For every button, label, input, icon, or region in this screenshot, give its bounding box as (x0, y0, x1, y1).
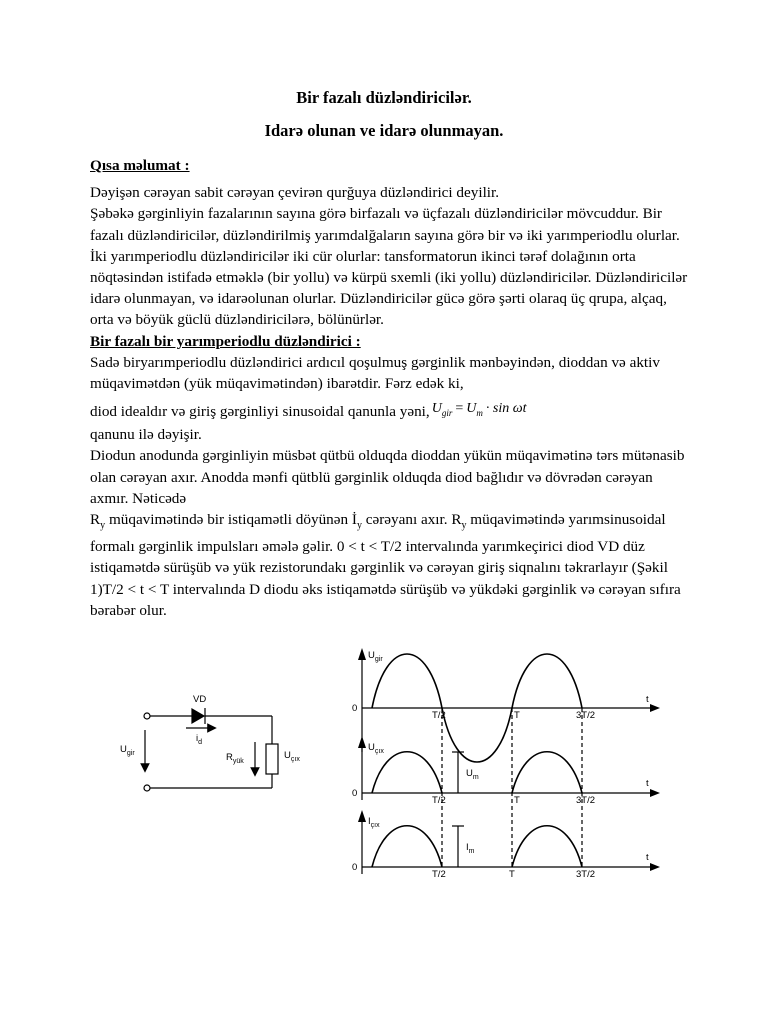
um-label-sub: m (472, 774, 479, 781)
current-label-text: i (196, 733, 199, 744)
plot1-ylabel (368, 650, 383, 663)
input-voltage-formula (432, 398, 527, 424)
terminal-top (144, 713, 150, 719)
output-label-text: U (284, 750, 291, 761)
axis-arrow-icon (358, 810, 366, 822)
half-wave-paragraph-4: Diodun anodunda gərginliyin müsbət qütbü olduqda dioddan yükün müqavimətinə tərs mütənasib olan cərəyan axır. Anodda mənfi qütblü gərginlik olduqda diod bağlıdır və dövrədən cərəyan axmır. Nəticədə (90, 447, 685, 507)
axis-arrow-icon (650, 789, 660, 797)
plot1-t-label: t (646, 694, 649, 705)
axis-arrow-icon (358, 736, 366, 748)
text-subscript: y (356, 520, 362, 532)
input-label-sub: gir (126, 750, 135, 757)
output-current-halfwave-2 (512, 826, 582, 867)
resistor-label (226, 752, 244, 765)
text-run: müqavimətində bir istiqamətli döyünən İ (105, 511, 357, 529)
im-label-sub: m (468, 848, 475, 855)
plot2-tick-full: T (514, 795, 520, 806)
text-subscript: y (100, 520, 106, 532)
resistor-icon (266, 744, 278, 774)
terminal-bottom (144, 785, 150, 791)
formula-line (90, 398, 690, 424)
formula-rhs: U (466, 401, 477, 417)
axis-arrow-icon (650, 704, 660, 712)
plot3-ylabel-sub: çıx (370, 822, 380, 829)
resistor-label-sub: yük (232, 758, 244, 765)
half-wave-paragraph-1: Sadə biryarımperiodlu düzləndirici ardıcıl qoşulmuş gərginlik mənbəyindən, dioddan və aktiv müqavimətdən (yük müqavimətindən) ibarətdir. Fərz edək ki, (90, 353, 660, 393)
plot1-ylabel-text: U (368, 650, 375, 661)
current-label (196, 733, 202, 746)
plot3-ylabel (368, 816, 380, 829)
waveform-plots (358, 648, 660, 874)
half-wave-paragraph-5 (90, 509, 690, 621)
input-voltage-label (120, 744, 135, 757)
circuit-diagram (144, 708, 278, 791)
plot1-tick-full: T (514, 710, 520, 721)
plot1-tick-three-half: 3T/2 (576, 710, 596, 721)
plot2-t-label: t (646, 778, 649, 789)
output-voltage-halfwave-1 (372, 752, 442, 793)
im-label-text: I (466, 842, 469, 853)
plot1-tick-half: T/2 (432, 710, 446, 721)
diode-icon (192, 709, 204, 723)
axis-arrow-icon (650, 863, 660, 871)
waveform-labels (352, 650, 649, 880)
diode-label: VD (193, 694, 207, 705)
output-current-halfwave-1 (372, 826, 442, 867)
plot2-zero: 0 (352, 788, 358, 799)
formula-equals: = (455, 401, 464, 417)
plot3-tick-full: T (509, 869, 515, 880)
formula-lhs-sub: gir (441, 408, 453, 419)
input-label-text: U (120, 744, 127, 755)
half-wave-paragraph-3: qanunu ilə dəyişir. (90, 426, 202, 444)
plot3-tick-three-half: 3T/2 (576, 869, 596, 880)
axis-arrow-icon (358, 648, 366, 660)
um-label (466, 768, 479, 781)
circuit-labels (120, 694, 300, 765)
plot3-ylabel-text: I (368, 816, 371, 827)
plot3-t-label: t (646, 852, 649, 863)
formula-rhs-sub: m (476, 408, 483, 419)
intro-paragraph-2: Şəbəkə gərginliyin fazalarının sayına görə birfazalı və üçfazalı düzləndiricilər mövcuddur. Bir fazalı düzləndiricilər, düzləndirilmiş yarımdalğaların sayına görə bir və iki yarımperiodlu olurlar. İki yarımperiodlu düzləndiricilər iki cür olurlar: tansformatorun ikinci tərəf dolağının orta nöqtəsindən istifadə etməklə (bir yollu) və kürpü sxemli (iki yollu) düzləndiricilər. Düzləndiricilər idarə olunmayan, və idarəolunan olurlar. Düzləndiricilər gücə görə şərti olaraq üç qrupa, alçaq, orta və böyük güclü düzləndiricilərə, bölünürlər. (90, 205, 688, 329)
current-label-sub: d (198, 739, 203, 746)
plot2-ylabel (368, 742, 384, 755)
plot1-ylabel-sub: gir (374, 656, 383, 663)
plot3-zero: 0 (352, 862, 358, 873)
text-subscript: y (461, 520, 467, 532)
document-title: Bir fazalı düzləndiricilər. (296, 88, 472, 107)
text-run: müqavimətində yarımsinusoidal formalı gərginlik impulsları əmələ gəlir. 0 < t < T/2 intervalında yarımkeçirici diod VD düz istiqamətdə sürüşüb və yük rezistorundakı gərginlik və cərəyan giriş siqnalını təkrarlayır (Şəkil 1)T/2 < t < T intervalında D diodu əks istiqamətdə sürüşüb və yükdəki gərginlik və cərəyan sıfıra bərabər olur. (90, 511, 681, 619)
formula-lhs: U (431, 401, 442, 417)
document-subtitle: Idarə olunan ve idarə olunmayan. (264, 121, 504, 140)
resistor-label-text: R (226, 752, 233, 763)
text-run: cərəyanı axır. R (361, 511, 462, 529)
intro-heading: Qısa məlumat : (90, 157, 190, 174)
im-label (466, 842, 475, 855)
document-body (90, 155, 690, 621)
formula-sine: · sin ωt (485, 401, 527, 417)
plot2-tick-three-half: 3T/2 (576, 795, 596, 806)
plot2-ylabel-sub: çıx (374, 748, 384, 755)
text-run: R (90, 511, 101, 529)
output-label-sub: çıx (290, 756, 300, 763)
half-wave-paragraph-2: diod idealdır və giriş gərginliyi sinusoidal qanunla yəni, (90, 402, 430, 420)
plot2-ylabel-text: U (368, 742, 375, 753)
plot2-tick-half: T/2 (432, 795, 446, 806)
intro-paragraph-1: Dəyişən cərəyan sabit cərəyan çevirən qurğuya düzləndirici deyilir. (90, 184, 500, 202)
rectifier-figure (0, 640, 768, 900)
plot1-zero: 0 (352, 703, 358, 714)
um-label-text: U (466, 768, 473, 779)
half-wave-heading: Bir fazalı bir yarımperiodlu düzləndirici : (90, 332, 361, 350)
output-voltage-halfwave-2 (512, 752, 582, 793)
plot3-tick-half: T/2 (432, 869, 446, 880)
output-voltage-label (284, 750, 300, 763)
